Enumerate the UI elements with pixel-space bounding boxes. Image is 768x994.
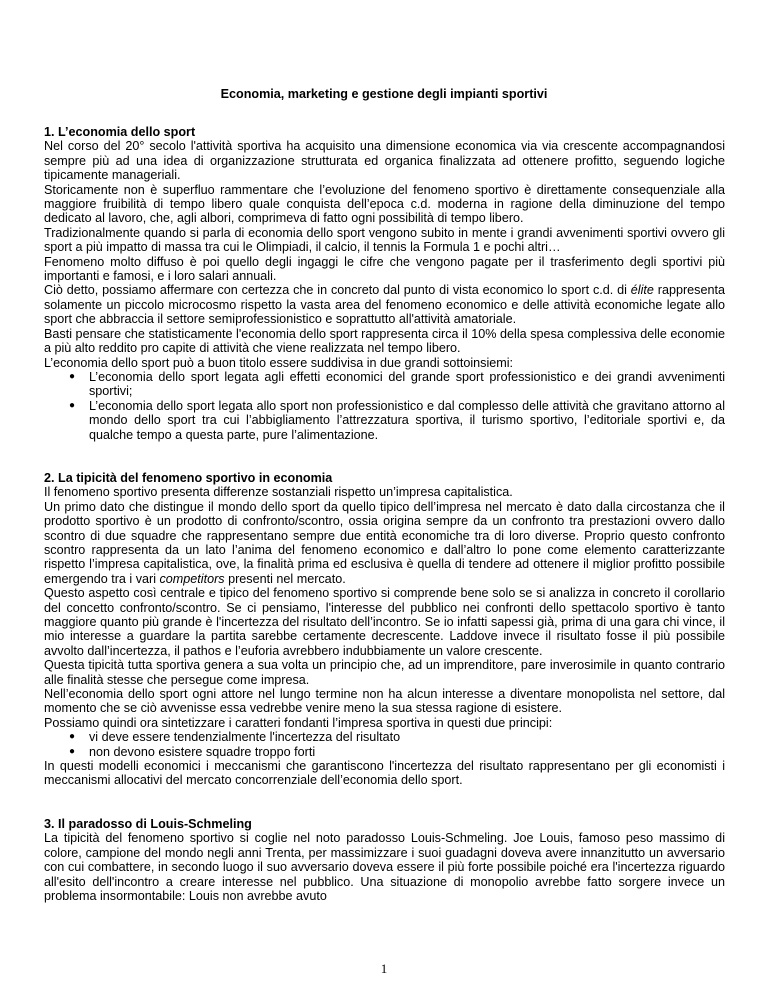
list-item	[69, 730, 725, 745]
paragraph	[44, 283, 725, 326]
paragraph: Tradizionalmente quando si parla di economia dello sport vengono subito in mente i grandi avvenimenti sportivi ovvero gli sport a più impatto di massa tra cui le Olimpiadi, il calcio, il tennis la Formula 1 e pochi altri…	[44, 225, 725, 255]
paragraph: L’economia dello sport può a buon titolo essere suddivisa in due grandi sottoinsiemi:	[44, 355, 514, 370]
section-heading: 1. L’economia dello sport	[44, 125, 196, 139]
bullet-list	[44, 730, 725, 759]
paragraph: Questo aspetto così centrale e tipico del fenomeno sportivo si comprende bene solo se si analizza in concreto il corollario del concetto confronto/scontro. Se ci pensiamo, l'interesse del pubblico nei confronti dello spettacolo sportivo è tanto maggiore quanto più grande è l'incertezza del risultato dell’incontro. Se io infatti sapessi già, prima di una gara chi vince, il mio interesse a guardare la partita sarebbe certamente decrescente. Laddove invece il risultato fosse il più possibile avvolto dall’incertezza, il pathos e l’euforia avrebbero indubbiamente un valore crescente.	[44, 586, 725, 658]
paragraph: In questi modelli economici i meccanismi che garantiscono l'incertezza del risultato rappresentano per gli economisti i meccanismi allocativi del mercato concorrenziale dell’economia dello sport.	[44, 759, 725, 788]
section-paradosso-louis-schmeling	[44, 817, 725, 903]
text-run: presenti nel mercato.	[224, 571, 346, 586]
italic-term: competitors	[159, 571, 225, 586]
list-item-text: non devono esistere squadre troppo forti	[89, 744, 316, 759]
page-number: 1	[380, 961, 388, 976]
bullet-icon: ●	[69, 399, 76, 411]
list-item	[69, 369, 725, 399]
paragraph: Fenomeno molto diffuso è poi quello degli ingaggi le cifre che vengono pagate per il trasferimento degli sportivi più importanti e famosi, e i loro salari annuali.	[44, 254, 725, 284]
list-item-text: L’economia dello sport legata allo sport non professionistico e dal complesso delle attività che gravitano attorno al mondo dello sport tra cui l’abbigliamento l’attrezzatura sportiva, il turismo sportivo, l’editoriale sportivi e, da qualche tempo a questa parte, pure l’alimentazione.	[89, 398, 725, 442]
text-run: Ciò detto, possiamo affermare con certezza che in concreto dal punto di vista economico lo sport c.d. di	[44, 283, 631, 298]
paragraph: Possiamo quindi ora sintetizzare i caratteri fondanti l’impresa sportiva in questi due principi:	[44, 715, 553, 730]
section-economia-dello-sport	[44, 125, 725, 442]
italic-term: élite	[630, 283, 654, 298]
list-item-text: vi deve essere tendenzialmente l'incertezza del risultato	[89, 730, 401, 745]
paragraph: Nell’economia dello sport ogni attore nel lungo termine non ha alcun interesse a diventare monopolista nel settore, dal momento che se ciò avvenisse essa vedrebbe venire meno la sua stessa ragione di esistere.	[44, 687, 725, 716]
paragraph: Questa tipicità tutta sportiva genera a sua volta un principio che, ad un imprenditore, pare inverosimile in quanto contrario alle finalità stesse che persegue come impresa.	[44, 658, 725, 687]
paragraph: La tipicità del fenomeno sportivo si coglie nel noto paradosso Louis-Schmeling. Joe Louis, famoso peso massimo di colore, campione del mondo negli anni Trenta, per massimizzare i suoi guadagni doveva avere innanzitutto un avversario con cui combattere, in secondo luogo il suo avversario doveva essere il più forte possibile poiché era l'incertezza riguardo all'esito dell'incontro a creare interesse nel pubblico. Una situazione di monopolio avrebbe fatto sorgere invece un problema insormontabile: Louis non avrebbe avuto	[44, 831, 725, 903]
paragraph: Il fenomeno sportivo presenta differenze sostanziali rispetto un’impresa capitalistica.	[44, 485, 513, 500]
bullet-icon: ●	[69, 370, 76, 382]
paragraph	[44, 500, 725, 586]
document-title: Economia, marketing e gestione degli impianti sportivi	[220, 87, 548, 101]
bullet-icon: ●	[69, 731, 76, 743]
paragraph: Basti pensare che statisticamente l'economia dello sport rappresenta circa il 10% della spesa complessiva delle economie a più alto reddito pro capite di attività che viene realizzata nel tempo libero.	[44, 326, 725, 356]
bullet-list	[44, 370, 725, 442]
bullet-icon: ●	[69, 745, 76, 757]
list-item-text: L’economia dello sport legata agli effetti economici del grande sport professionistico e dei grandi avvenimenti sportivi;	[89, 369, 725, 399]
section-heading: 2. La tipicità del fenomeno sportivo in economia	[44, 470, 333, 485]
section-heading: 3. Il paradosso di Louis-Schmeling	[44, 816, 252, 831]
document-body	[44, 125, 725, 903]
paragraph: Storicamente non è superfluo rammentare che l’evoluzione del fenomeno sportivo è direttamente consequenziale alla maggiore fruibilità di tempo libero quale conquista dell’epoca c.d. moderna in ragione della diminuzione del tempo dedicato al lavoro, che, agli albori, comprimeva di fatto ogni possibilità di tempo libero.	[44, 182, 725, 226]
list-item	[69, 398, 725, 442]
text-run: Un primo dato che distingue il mondo dello sport da quello tipico dell’impresa nel mercato è dato dalla circostanza che il prodotto sportivo è un prodotto di confronto/scontro, ossia origina sempre da un confronto tra prestazioni ovvero dallo scontro di due squadre che rappresentano sempre due entità economiche tra di loro diverse. Proprio questo confronto scontro rappresenta da un lato l’anima del fenomeno economico e dall’altro lo pone come elemento caratterizzante rispetto l’impresa capitalistica, ove, la finalità prima ed esclusiva è quella di tendere ad ottenere il miglior profitto possibile emergendo tra i vari	[44, 499, 725, 586]
section-tipicita-fenomeno-sportivo	[44, 471, 725, 788]
list-item	[69, 744, 725, 759]
text-run: rappresenta solamente un piccolo microcosmo rispetto la vasta area del fenomeno economico e delle attività economiche legate allo sport che abbraccia il settore semiprofessionistico e soprattutto all'attività amatoriale.	[44, 283, 725, 327]
paragraph: Nel corso del 20° secolo l'attività sportiva ha acquisito una dimensione economica via via crescente accompagnandosi sempre più ad una idea di organizzazione strutturata ed organica finalizzata ad ottenere profitto, seguendo logiche tipicamente manageriali.	[44, 139, 725, 183]
